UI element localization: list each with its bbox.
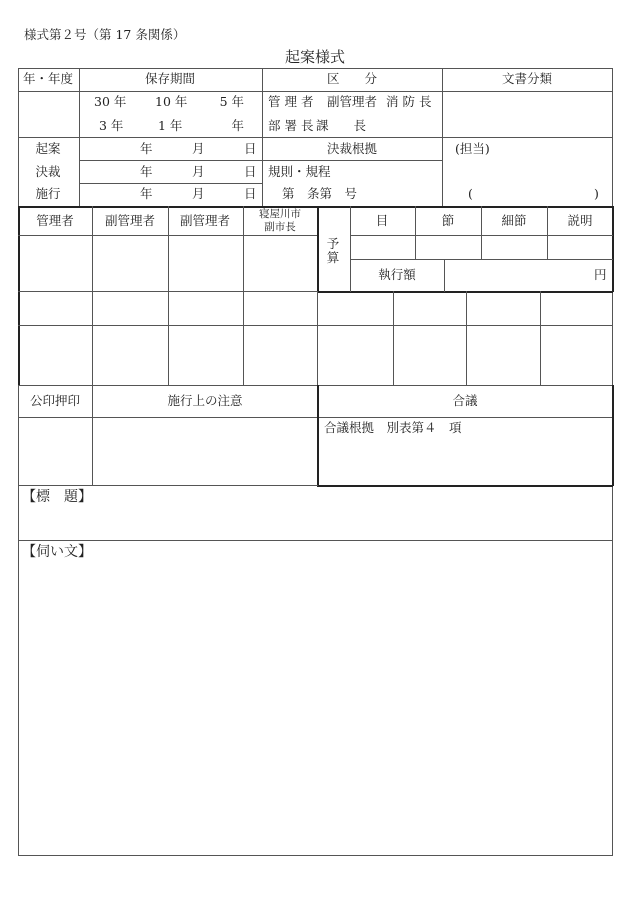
grid-line [18, 855, 613, 856]
grid-line [317, 291, 613, 293]
subject-label: 【標 題】 [22, 489, 92, 505]
grid-line [444, 259, 445, 292]
retention-30[interactable]: 30 年 [94, 94, 127, 109]
header-retention: 保存期間 [144, 71, 196, 86]
date-month: 月 [192, 164, 205, 179]
consultation-basis: 合議根拠 別表第４ 項 [324, 420, 462, 435]
grid-line [18, 291, 318, 292]
grid-line [442, 68, 443, 207]
grid-line [612, 206, 613, 856]
basis-rule: 規則・規程 [268, 164, 331, 179]
header-category: 区 分 [326, 71, 378, 86]
date-day: 日 [244, 164, 257, 179]
grid-line [243, 206, 244, 386]
paren-open: ( [468, 186, 473, 201]
basis-header: 決裁根拠 [326, 141, 378, 156]
budget-header-item: 目 [375, 213, 389, 228]
form-number: 様式第２号（第 17 条関係） [24, 27, 186, 42]
budget-label-1: 予 [326, 236, 340, 251]
budget-header-description: 説明 [567, 213, 593, 228]
grid-line [612, 385, 614, 486]
approver-manager: 管理者 [36, 213, 74, 228]
grid-line [317, 291, 318, 386]
retention-5[interactable]: 5 年 [219, 94, 244, 109]
budget-label-2: 算 [326, 250, 340, 265]
date-month: 月 [192, 186, 205, 201]
grid-line [393, 291, 394, 386]
consultation-label: 合議 [452, 393, 478, 408]
row-label-decision: 決裁 [35, 164, 61, 179]
grid-line [79, 183, 263, 184]
grid-line [18, 417, 613, 418]
grid-line [415, 206, 416, 260]
grid-line [612, 206, 614, 292]
grid-line [317, 385, 319, 486]
grid-line [466, 291, 467, 386]
retention-10[interactable]: 10 年 [155, 94, 188, 109]
approver-vice-manager-1: 副管理者 [104, 213, 156, 228]
grid-line [18, 385, 613, 386]
grid-line [540, 291, 541, 386]
grid-line [18, 206, 20, 386]
grid-line [262, 68, 263, 207]
date-year: 年 [140, 164, 153, 179]
date-day: 日 [244, 186, 257, 201]
grid-line [79, 68, 80, 207]
date-year: 年 [140, 141, 153, 156]
grid-line [168, 206, 169, 386]
person-in-charge-label: (担当) [455, 141, 490, 156]
yen-unit: 円 [594, 267, 607, 282]
category-manager[interactable]: 管 理 者 [268, 94, 314, 109]
approver-vice-mayor: 副市長 [264, 221, 296, 233]
category-section-chief[interactable]: 課 長 [316, 118, 367, 133]
grid-line [547, 206, 548, 260]
row-label-enforcement: 施行 [35, 186, 61, 201]
inquiry-field[interactable] [19, 562, 611, 852]
grid-line [317, 485, 613, 487]
grid-line [317, 206, 319, 292]
page-title: 起案様式 [284, 48, 346, 66]
header-year: 年・年度 [22, 71, 74, 86]
grid-line [612, 68, 613, 207]
grid-line [18, 325, 613, 326]
execution-amount-label: 執行額 [378, 267, 416, 282]
enforcement-notes-label: 施行上の注意 [167, 393, 243, 408]
header-doc-class: 文書分類 [501, 71, 553, 86]
grid-line [92, 385, 93, 486]
grid-line [18, 540, 613, 541]
grid-line [481, 206, 482, 260]
budget-header-subsection: 細節 [501, 213, 527, 228]
grid-line [18, 137, 613, 138]
date-year: 年 [140, 186, 153, 201]
inquiry-label: 【伺い文】 [22, 544, 92, 560]
category-dept-head[interactable]: 部 署 長 [268, 118, 314, 133]
row-label-draft: 起案 [35, 141, 61, 156]
basis-article: 第 条第 号 [282, 186, 358, 201]
category-vice-manager[interactable]: 副管理者 [327, 94, 378, 109]
approver-vice-manager-2: 副管理者 [179, 213, 231, 228]
grid-line [79, 160, 263, 161]
subject-field[interactable] [19, 505, 611, 539]
grid-line [350, 206, 351, 292]
grid-line [18, 68, 19, 207]
retention-other[interactable]: 年 [231, 118, 244, 133]
grid-line [18, 485, 318, 486]
retention-3[interactable]: 3 年 [99, 118, 124, 133]
retention-1[interactable]: 1 年 [158, 118, 183, 133]
grid-line [18, 91, 613, 92]
date-month: 月 [192, 141, 205, 156]
official-seal-label: 公印押印 [29, 393, 81, 408]
grid-line [18, 68, 613, 69]
paren-close: ) [594, 186, 599, 201]
date-day: 日 [244, 141, 257, 156]
category-fire-chief[interactable]: 消 防 長 [386, 94, 432, 109]
grid-line [18, 206, 613, 208]
grid-line [92, 206, 93, 386]
budget-header-section: 節 [441, 213, 455, 228]
grid-line [262, 160, 443, 161]
approver-vice-mayor-city: 寝屋川市 [259, 208, 301, 220]
